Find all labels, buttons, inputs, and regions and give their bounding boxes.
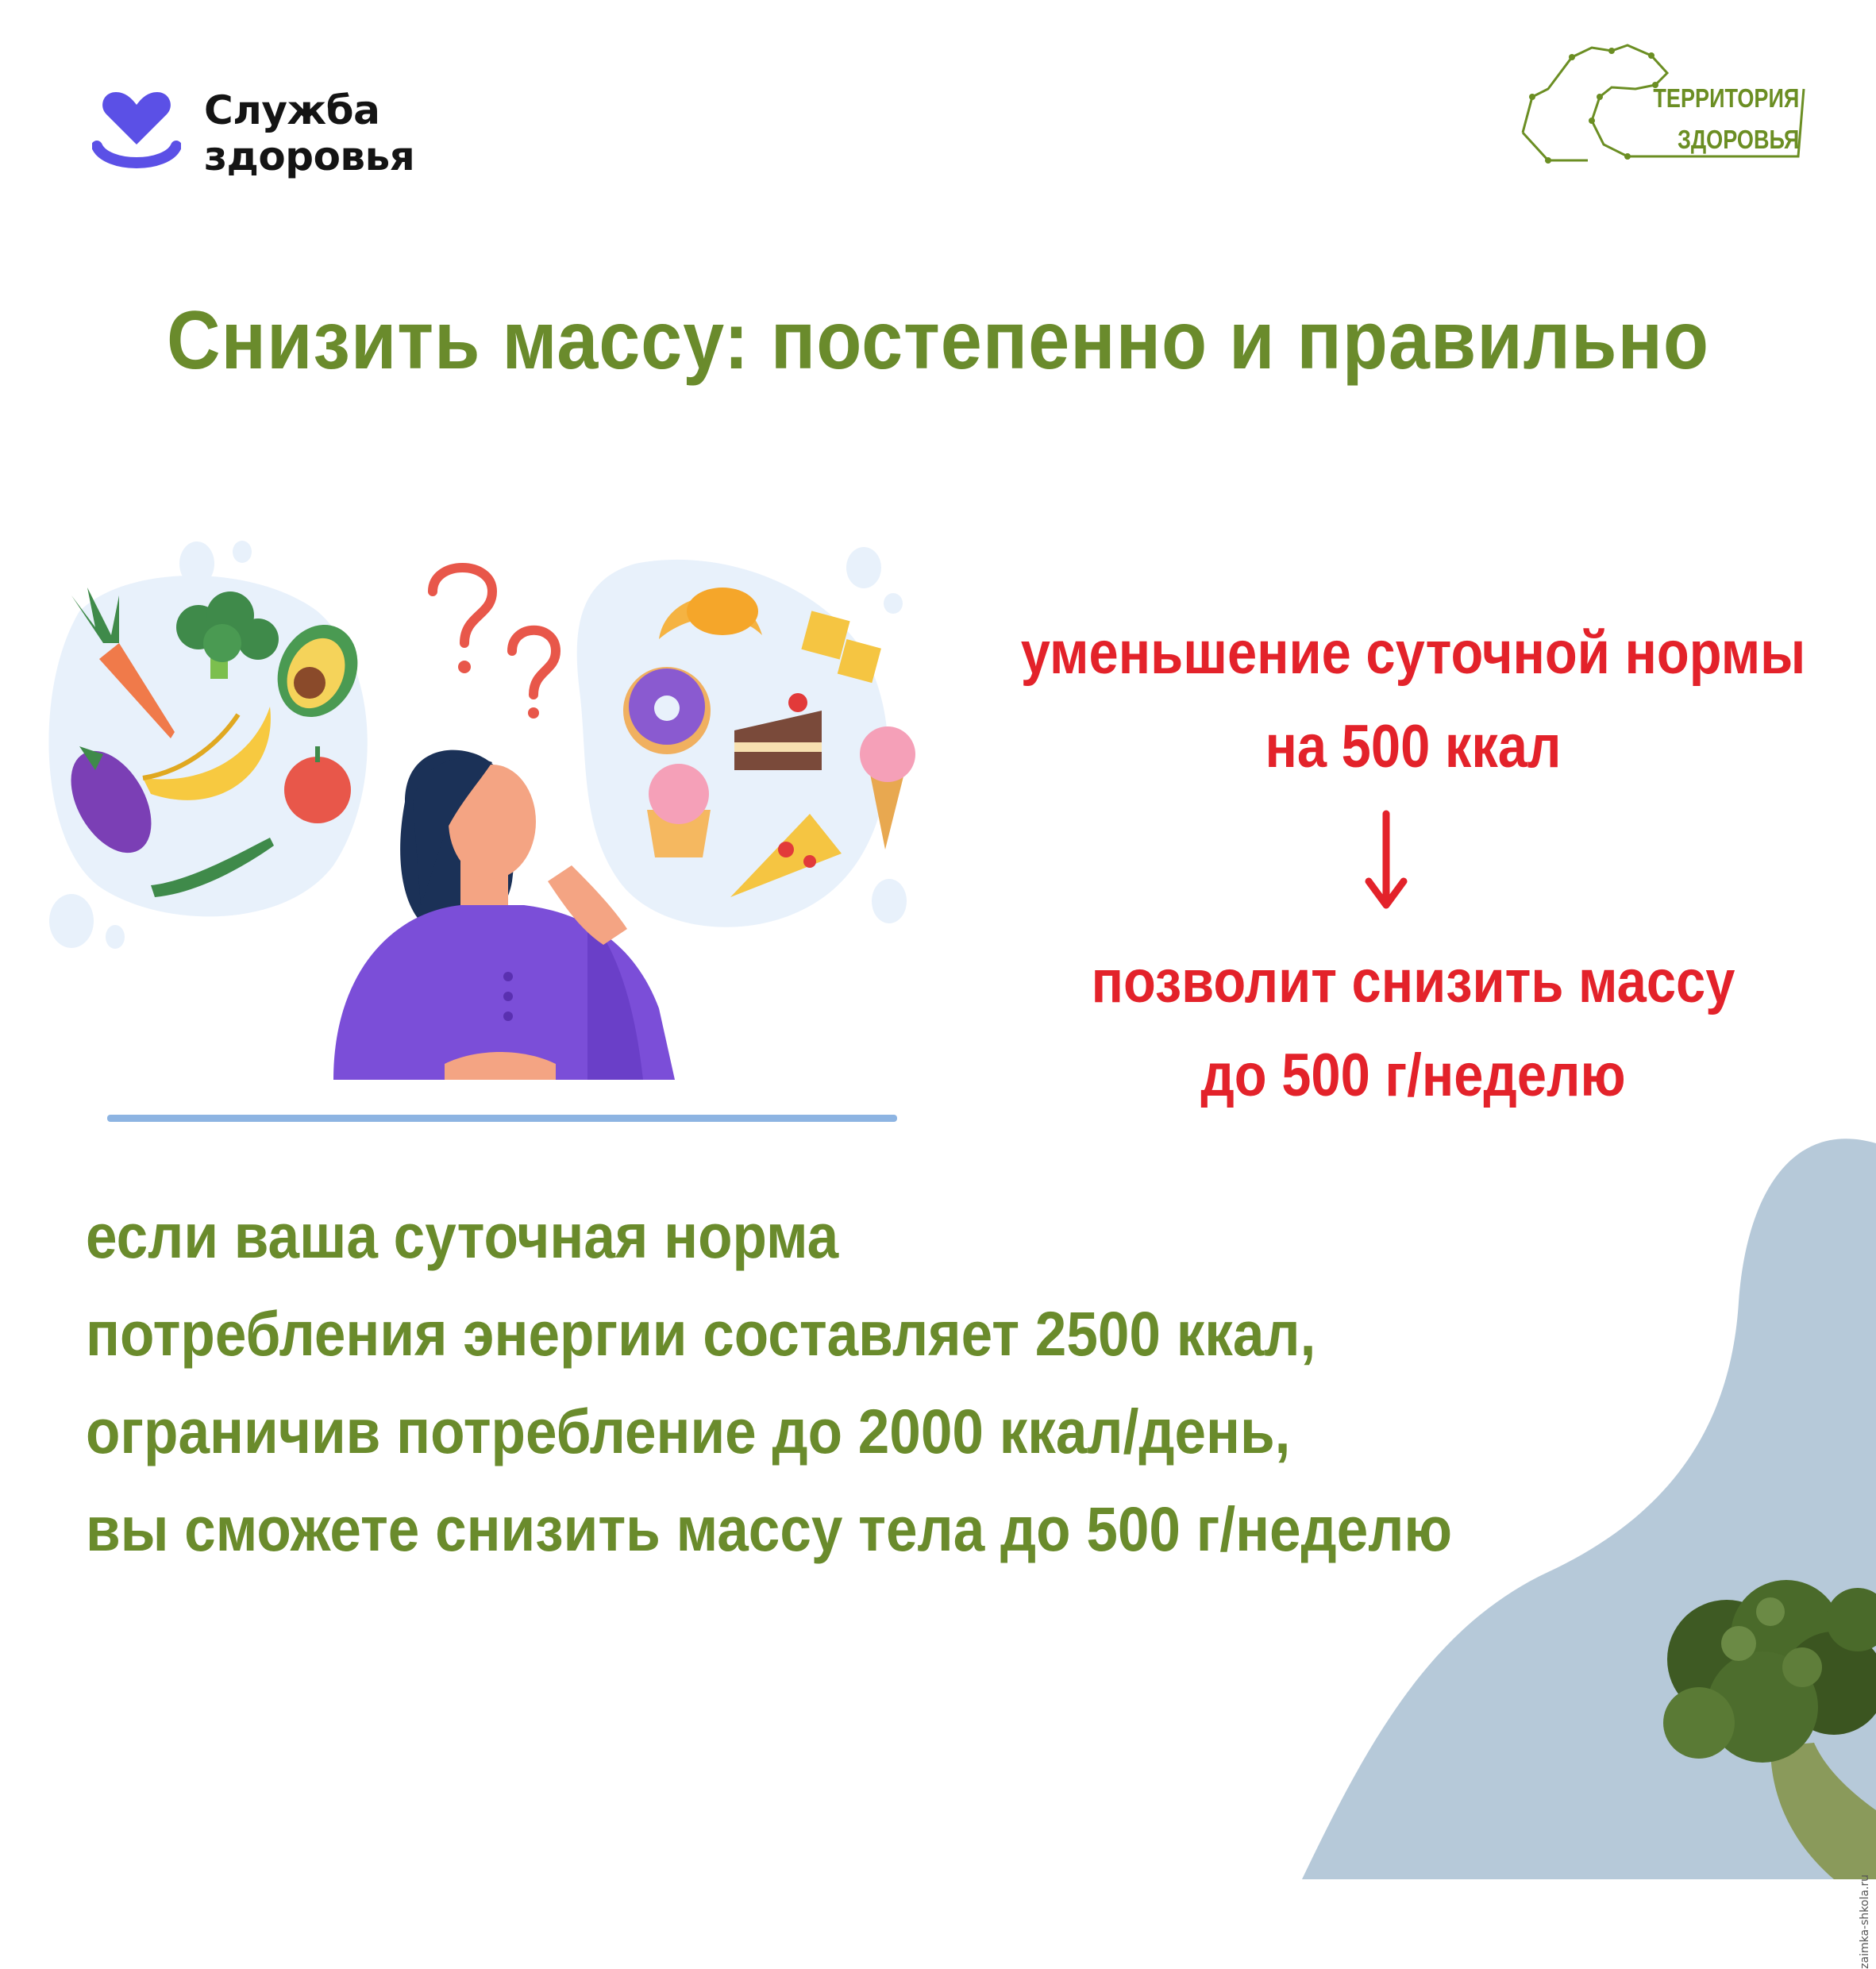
cupcake-icon [647, 764, 711, 857]
donut-icon [623, 667, 711, 754]
table-line [107, 1115, 897, 1122]
heart-smile-icon [92, 89, 181, 178]
logo-right-line2: ЗДОРОВЬЯ [1677, 125, 1799, 154]
logo-territoriya-zdorovya [1516, 41, 1810, 168]
logo-right-text [1653, 78, 1799, 160]
callout-top-line1: уменьшение суточной нормы [1020, 619, 1806, 687]
logo-left-line1: Служба [204, 87, 380, 133]
illustration [32, 532, 937, 1127]
explanation-text [86, 1187, 1601, 1578]
watermark: zaimka-shkola.ru [1859, 1875, 1871, 1969]
explanation-line4: вы сможете снизить массу тела до 500 г/неделю [86, 1493, 1453, 1564]
logo-left-text [204, 87, 414, 179]
callout-top-line2: на 500 ккал [1265, 713, 1562, 780]
callout-top [980, 607, 1846, 794]
page-title: Снизить массу: постепенно и правильно [167, 295, 1709, 387]
callout-bottom-line1: позволит снизить массу [1091, 948, 1735, 1015]
explanation-line3: ограничив потребление до 2000 ккал/день, [86, 1396, 1291, 1466]
callout-bottom [980, 935, 1846, 1123]
arrow-down-icon [1362, 810, 1410, 913]
logo-sluzhba-zdorovya [89, 87, 454, 183]
explanation-line1: если ваша суточная норма [86, 1200, 839, 1271]
callout-bottom-line2: до 500 г/неделю [1200, 1042, 1626, 1109]
logo-left-line2: здоровья [204, 133, 415, 179]
logo-right-line1: ТЕРРИТОРИЯ [1653, 83, 1799, 113]
broccoli-photo [1651, 1572, 1876, 1879]
explanation-line2: потребления энергии составляет 2500 ккал, [86, 1298, 1316, 1369]
question-mark-icon [433, 568, 556, 695]
